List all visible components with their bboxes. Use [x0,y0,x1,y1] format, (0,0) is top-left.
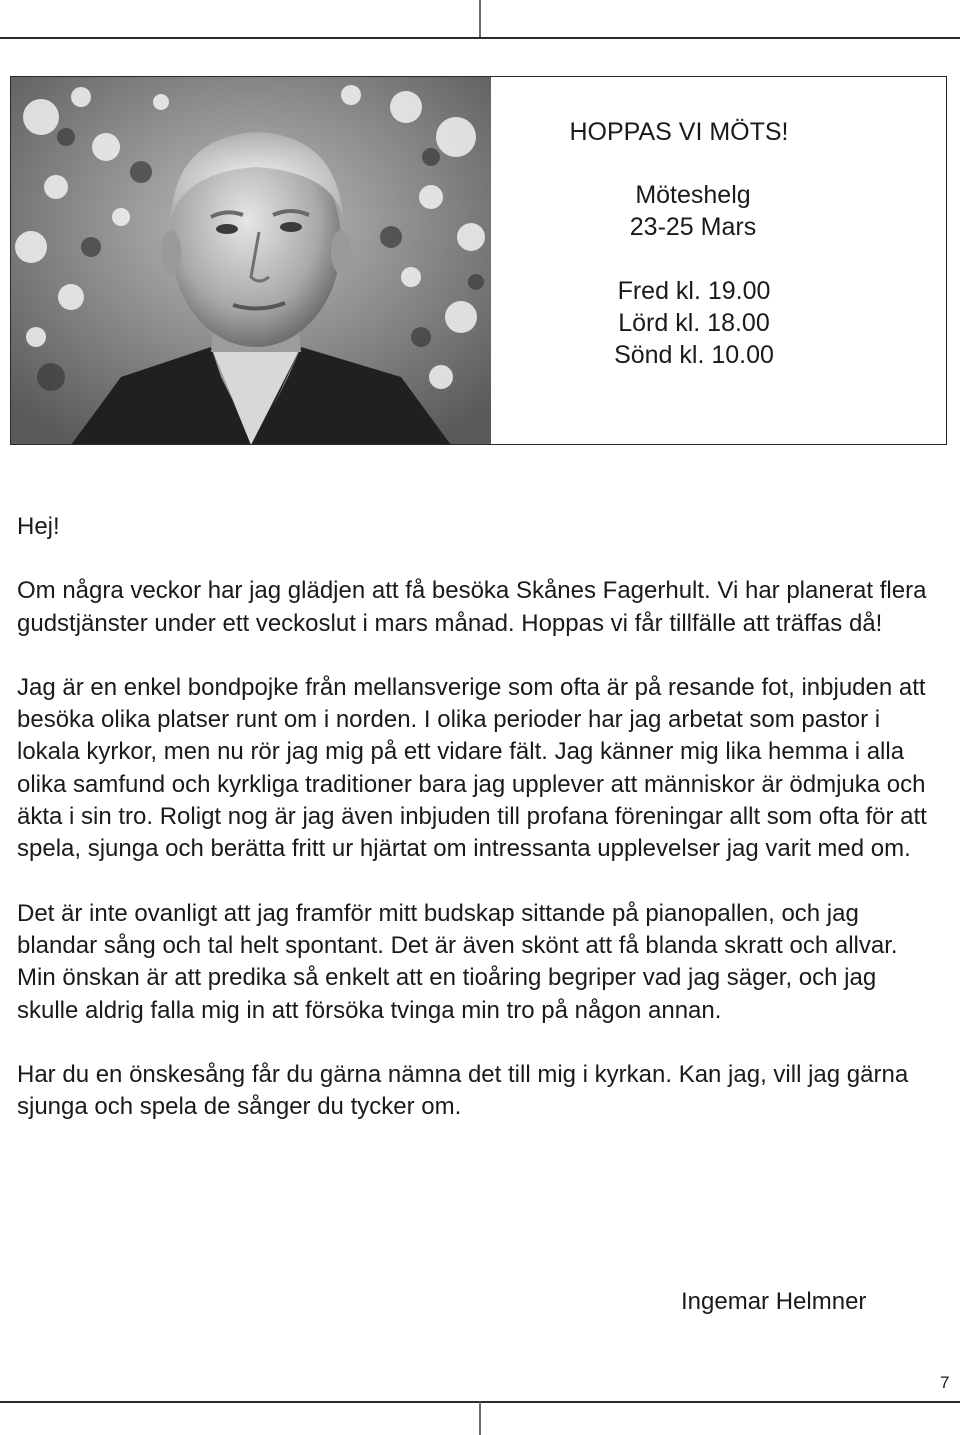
event-title: HOPPAS VI MÖTS! [569,118,789,146]
event-time-friday: Fred kl. 19.00 [617,277,771,305]
event-name: Möteshelg [635,181,751,209]
event-time-saturday: Lörd kl. 18.00 [618,309,770,337]
page-number: 7 [940,1373,950,1392]
portrait-photo [11,77,491,445]
event-header-box [10,76,947,445]
letter-body [17,511,937,1155]
letter-paragraph-2: Jag är en enkel bondpojke från mellansverige som ofta är på resande fot, inbjuden att besöka olika platser runt om i norden. I olika perioder har jag arbetat som pastor i lokala kyrkor, men nu rör jag mig på ett vidare fält. Jag känner mig lika hemma i alla olika samfund och kyrkliga traditioner bara jag upplever att människor är ödmjuka och äkta i sin tro. Roligt nog är jag även inbjuden till profana föreningar allt som ofta för att spela, sjunga och berätta fritt ur hjärtat om intressanta upplevelser jag varit med om. [17,673,927,863]
letter-paragraph-3: Det är inte ovanligt att jag framför mitt budskap sittande på pianopallen, och jag blandar sång och tal helt spontant. Det är även skönt att få blanda skratt och allvar. Min önskan är att predika så enkelt att en tioåring begriper vad jag säger, och jag skulle aldrig falla mig in att försöka tvinga min tro på någon annan. [17,899,898,1024]
crop-mark-top [479,0,481,38]
letter-paragraph-1: Om några veckor har jag glädjen att få besöka Skånes Fagerhult. Vi har planerat flera gudstjänster under ett veckoslut i mars månad. Hoppas vi får tillfälle att träffas då! [17,577,927,637]
top-rule [0,37,960,39]
event-info [494,77,946,443]
letter-signature: Ingemar Helmner [681,1288,867,1315]
crop-mark-bottom [479,1402,481,1435]
event-dates: 23-25 Mars [629,213,757,241]
event-time-sunday: Sönd kl. 10.00 [614,341,774,369]
letter-paragraph-4: Har du en önskesång får du gärna nämna det till mig i kyrkan. Kan jag, vill jag gärna sjunga och spela de sånger du tycker om. [17,1060,909,1121]
letter-greeting: Hej! [17,513,60,540]
